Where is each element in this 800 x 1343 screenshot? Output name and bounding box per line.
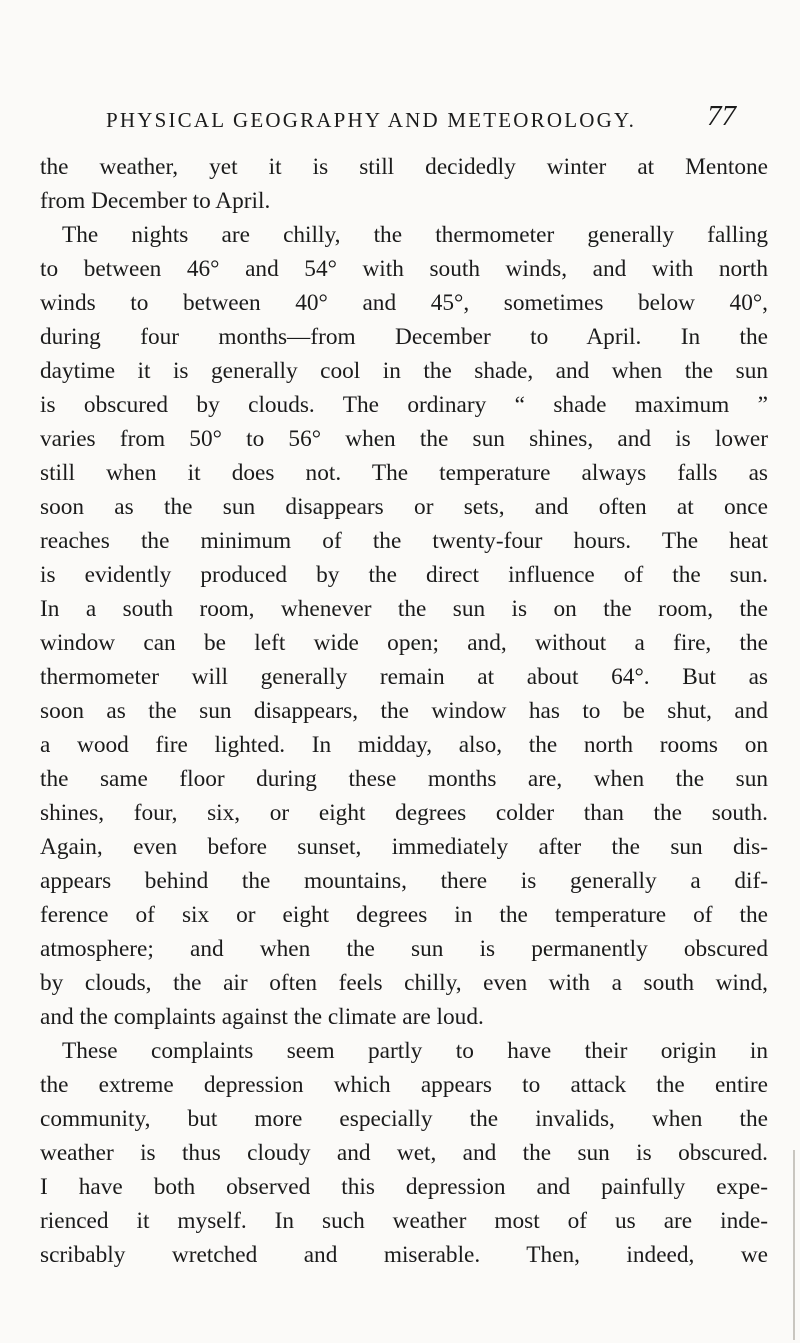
text-line: In a south room, whenever the sun is on the room, the (40, 596, 768, 622)
text-line: I have both observed this depression and painfully expe- (40, 1174, 768, 1200)
text-line: shines, four, six, or eight degrees colder than the south. (40, 800, 768, 826)
text-line: to between 46° and 54° with south winds, and with north (40, 256, 768, 282)
text-line: is obscured by clouds. The ordinary “ shade maximum ” (40, 392, 768, 418)
text-line: from December to April. (40, 188, 271, 214)
text-line: rienced it myself. In such weather most of us are inde- (40, 1208, 768, 1234)
text-line: These complaints seem partly to have their origin in (62, 1038, 768, 1064)
text-line: and the complaints against the climate are loud. (40, 1004, 484, 1030)
text-line: by clouds, the air often feels chilly, even with a south wind, (40, 970, 768, 996)
running-head (96, 100, 736, 140)
text-line: soon as the sun disappears, the window has to be shut, and (40, 698, 768, 724)
text-line: daytime it is generally cool in the shade, and when the sun (40, 358, 768, 384)
text-line: appears behind the mountains, there is generally a dif- (40, 868, 768, 894)
text-line: Again, even before sunset, immediately after the sun dis- (40, 834, 768, 860)
text-line: reaches the minimum of the twenty-four hours. The heat (40, 528, 768, 554)
text-line: varies from 50° to 56° when the sun shines, and is lower (40, 426, 768, 452)
text-line: weather is thus cloudy and wet, and the sun is obscured. (40, 1140, 768, 1166)
page-number: 77 (707, 100, 736, 132)
text-line: a wood fire lighted. In midday, also, the north rooms on (40, 732, 768, 758)
text-line: the weather, yet it is still decidedly winter at Mentone (40, 154, 768, 180)
text-line: the same floor during these months are, when the sun (40, 766, 768, 792)
text-line: The nights are chilly, the thermometer generally falling (62, 222, 768, 248)
text-line: during four months—from December to April. In the (40, 324, 768, 350)
body-text (40, 150, 768, 1272)
text-line: window can be left wide open; and, without a fire, the (40, 630, 768, 656)
text-line: community, but more especially the invalids, when the (40, 1106, 768, 1132)
text-line: winds to between 40° and 45°, sometimes below 40°, (40, 290, 768, 316)
text-line: the extreme depression which appears to attack the entire (40, 1072, 768, 1098)
page-edge-line (793, 1150, 795, 1340)
text-line: scribably wretched and miserable. Then, indeed, we (40, 1242, 768, 1268)
text-line: thermometer will generally remain at about 64°. But as (40, 664, 768, 690)
text-line: soon as the sun disappears or sets, and often at once (40, 494, 768, 520)
text-line: is evidently produced by the direct influence of the sun. (40, 562, 768, 588)
text-line: atmosphere; and when the sun is permanently obscured (40, 936, 768, 962)
text-line: ference of six or eight degrees in the temperature of the (40, 902, 768, 928)
text-line: still when it does not. The temperature always falls as (40, 460, 768, 486)
running-title: PHYSICAL GEOGRAPHY AND METEOROLOGY. (106, 108, 637, 132)
